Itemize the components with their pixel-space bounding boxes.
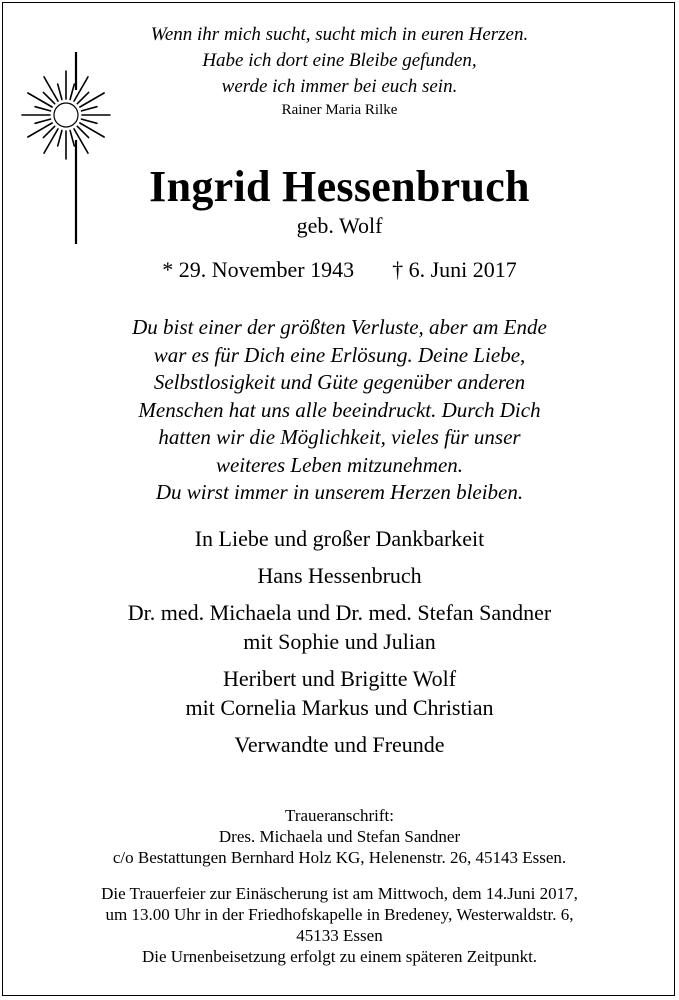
mourner-group (0, 664, 679, 722)
star-ray (77, 126, 88, 137)
mourner-line: Verwandte und Freunde (234, 732, 445, 757)
ceremony-line: um 13.00 Uhr in der Friedhofskapelle in Bredeney, Westerwaldstr. 6, (105, 905, 574, 924)
star-ray (35, 119, 50, 123)
mourner-line: Hans Hessenbruch (257, 563, 422, 588)
mourner-group (0, 561, 679, 590)
poem-line: werde ich immer bei euch sein. (221, 76, 458, 97)
poem-line: Habe ich dort eine Bleibe gefunden, (202, 50, 477, 71)
ceremony-line: Die Urnenbeisetzung erfolgt zu einem späteren Zeitpunkt. (141, 947, 538, 966)
ceremony-info (0, 883, 679, 967)
star-ray (43, 126, 54, 137)
star-ray (80, 123, 104, 137)
address-line: c/o Bestattungen Bernhard Holz KG, Helenenstr. 26, 45143 Essen. (112, 848, 567, 867)
ceremony-line: 45133 Essen (296, 926, 383, 945)
life-dates (0, 255, 679, 285)
address-heading: Traueranschrift: (285, 806, 394, 825)
mourners-list (0, 524, 679, 767)
quote-line: Du bist einer der größten Verluste, aber am Ende (132, 315, 547, 339)
quote-line: Selbstlosigkeit und Güte gegenüber anderen (153, 370, 526, 394)
birth-name: geb. Wolf (296, 213, 383, 238)
ceremony-line: Die Trauerfeier zur Einäscherung ist am Mittwoch, dem 14.Juni 2017, (101, 884, 578, 903)
quote-line: weiteres Leben mitzunehmen. (215, 452, 464, 477)
star-ray (44, 129, 58, 153)
rilke-poem (0, 22, 679, 119)
birth-date: * 29. November 1943 (162, 257, 355, 282)
address-line: Dres. Michaela und Stefan Sandner (218, 827, 461, 846)
mourner-line: Dr. med. Michaela und Dr. med. Stefan Sandner (127, 600, 552, 625)
mourners-intro: In Liebe und großer Dankbarkeit (194, 526, 485, 551)
mourner-line: mit Sophie und Julian (243, 629, 436, 654)
poem-line: Wenn ihr mich sucht, sucht mich in euren Herzen. (150, 24, 529, 45)
quote-line: hatten wir die Möglichkeit, vieles für unser (158, 425, 521, 449)
memorial-quote (0, 314, 679, 507)
mourner-group (0, 598, 679, 656)
star-ray (82, 119, 97, 123)
star-ray (58, 131, 62, 146)
quote-line: war es für Dich eine Erlösung. Deine Liebe, (153, 342, 526, 367)
death-date: † 6. Juni 2017 (392, 257, 517, 282)
deceased-name: Ingrid Hessenbruch (149, 162, 530, 211)
mourner-line: mit Cornelia Markus und Christian (185, 695, 494, 720)
poem-author: Rainer Maria Rilke (281, 102, 398, 118)
quote-line: Menschen hat uns alle beeindruckt. Durch Dich (138, 397, 541, 422)
mourning-address (0, 805, 679, 868)
mourner-group (0, 730, 679, 759)
star-ray (28, 123, 52, 137)
quote-line: Du wirst immer in unserem Herzen bleiben. (155, 480, 524, 504)
star-ray (70, 131, 74, 146)
mourner-line: Heribert und Brigitte Wolf (222, 666, 457, 691)
